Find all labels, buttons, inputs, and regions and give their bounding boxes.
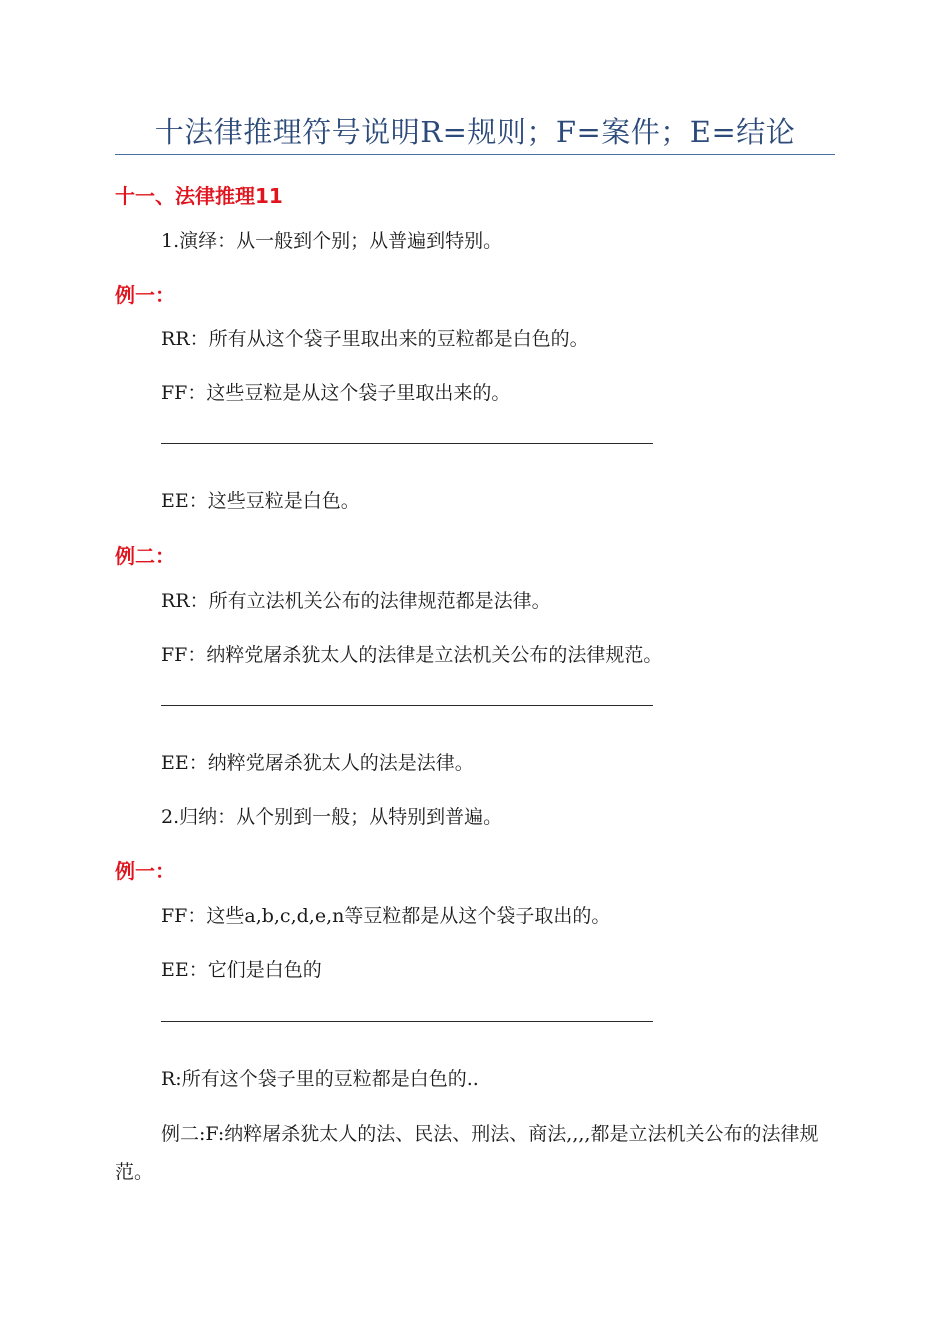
example-3-case: FF：这些a,b,c,d,e,n等豆粒都是从这个袋子取出的。 (161, 905, 611, 927)
example-2-heading: 例二： (115, 544, 175, 568)
example-2-case: FF：纳粹党屠杀犹太人的法律是立法机关公布的法律规范。 (161, 644, 663, 666)
example-1-heading: 例一： (115, 283, 175, 307)
induction-definition: 2.归纳：从个别到一般；从特别到普遍。 (161, 806, 503, 828)
example-3-heading: 例一： (115, 859, 175, 883)
example-2-rule: RR：所有立法机关公布的法律规范都是法律。 (161, 590, 551, 612)
example-1-case: FF：这些豆粒是从这个袋子里取出来的。 (161, 382, 511, 404)
example-3-divider (161, 1021, 653, 1022)
example-1-divider (161, 443, 653, 444)
document-title: 十法律推理符号说明R=规则；F=案件；E=结论 (154, 115, 796, 149)
example-2-conclusion: EE：纳粹党屠杀犹太人的法是法律。 (161, 752, 474, 774)
example-1-conclusion: EE：这些豆粒是白色。 (161, 490, 360, 512)
section-heading: 十一、法律推理11 (115, 184, 283, 208)
example-3-rule: R:所有这个袋子里的豆粒都是白色的.. (161, 1068, 479, 1090)
example-2-divider (161, 705, 653, 706)
example-1-rule: RR：所有从这个袋子里取出来的豆粒都是白色的。 (161, 328, 589, 350)
title-rule (115, 154, 835, 155)
example-3-conclusion: EE：它们是白色的 (161, 959, 322, 981)
deduction-definition: 1.演绎：从一般到个别；从普遍到特别。 (161, 230, 503, 252)
example-4-paragraph: 例二:F:纳粹屠杀犹太人的法、民法、刑法、商法,,,,都是立法机关公布的法律规范。 (115, 1123, 819, 1183)
